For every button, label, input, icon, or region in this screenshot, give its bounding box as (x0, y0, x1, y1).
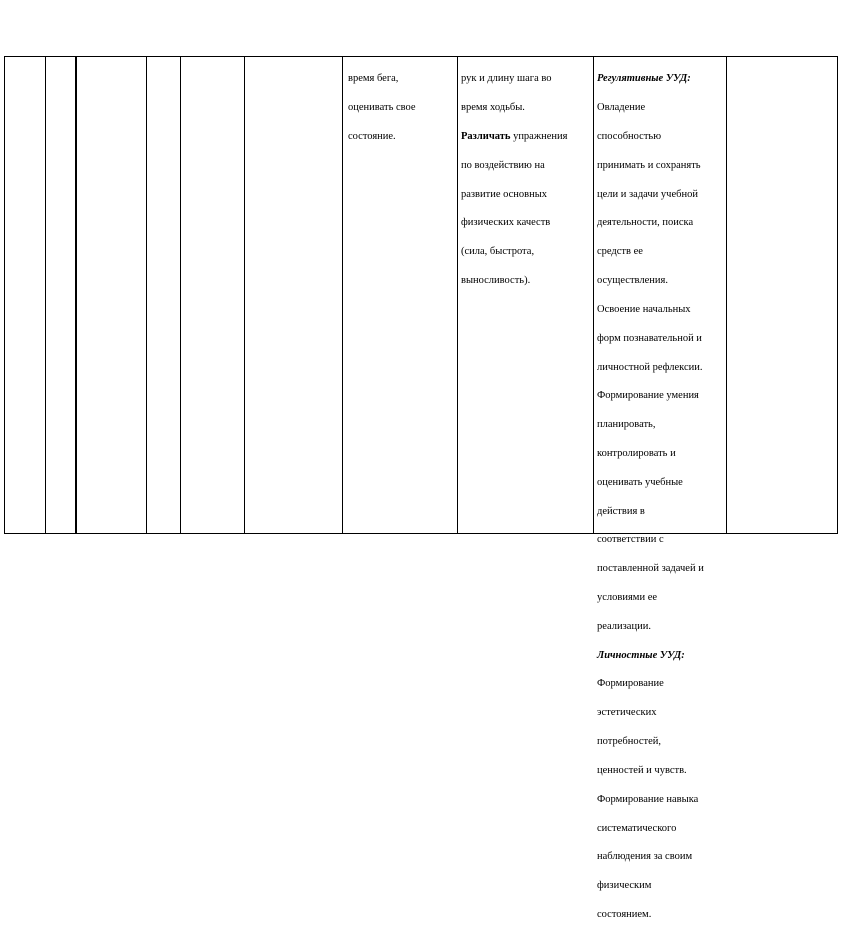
text-line: Формирование умения (597, 390, 699, 402)
text-line: по воздействию на (461, 159, 545, 171)
text-line: действия в (597, 505, 645, 517)
text-line: потребностей, (597, 736, 661, 748)
column-divider (457, 57, 458, 533)
text-line: состояние. (348, 131, 396, 143)
text-fragment: упражнения (510, 131, 568, 143)
text-line: поставленной задачей и (597, 563, 704, 575)
text-line: выносливость). (461, 275, 531, 287)
text-line: ценностей и чувств. (597, 764, 687, 776)
text-line: планировать, (597, 419, 656, 431)
text-line: Овладение (597, 102, 646, 114)
text-line: состоянием. (597, 908, 652, 920)
text-line: соответствии с (597, 534, 664, 546)
text-line: наблюдения за своим (597, 851, 693, 863)
column-divider (75, 57, 77, 533)
lesson-plan-table (4, 56, 838, 920)
cell-activity-continued (348, 58, 454, 159)
text-line: развитие основных (461, 188, 548, 200)
text-line: (сила, быстрота, (461, 246, 535, 258)
column-divider (180, 57, 181, 533)
text-line: условиями ее (597, 592, 658, 604)
text-line: деятельности, поиска (597, 217, 694, 229)
text-line: физических качеств (461, 217, 551, 229)
column-divider (342, 57, 343, 533)
text-line: оценивать свое (348, 102, 416, 114)
column-divider (593, 57, 594, 533)
text-line: Освоение начальных (597, 303, 691, 315)
column-divider (244, 57, 245, 533)
text-line: время ходьбы. (461, 102, 525, 114)
text-line: реализации. (597, 620, 651, 632)
text-line: цели и задачи учебной (597, 188, 698, 200)
text-line: форм познавательной и (597, 332, 702, 344)
text-line: контролировать и (597, 447, 676, 459)
text-line: оценивать учебные (597, 476, 683, 488)
text-line: время бега, (348, 73, 399, 85)
text-line: Формирование (597, 678, 664, 690)
text-line (461, 130, 591, 144)
cell-skills-continued (461, 58, 591, 303)
text-line: Формирование навыка (597, 793, 699, 805)
text-line: эстетических (597, 707, 657, 719)
text-line: личностной рефлексии. (597, 361, 703, 373)
text-line: рук и длину шага во (461, 73, 552, 85)
column-divider (146, 57, 147, 533)
column-divider (726, 57, 727, 533)
text-line: принимать и сохранять (597, 159, 701, 171)
text-line: физическим (597, 880, 652, 892)
text-line: средств ее (597, 246, 643, 258)
bold-verb: Различать (461, 131, 511, 143)
cell-uud (597, 58, 725, 937)
personal-uud-heading: Личностные УУД: (597, 649, 685, 661)
text-line: осуществления. (597, 275, 668, 287)
regulative-uud-heading: Регулятивные УУД: (597, 73, 691, 85)
column-divider (45, 57, 46, 533)
text-line: систематического (597, 822, 677, 834)
text-line: способностью (597, 131, 662, 143)
